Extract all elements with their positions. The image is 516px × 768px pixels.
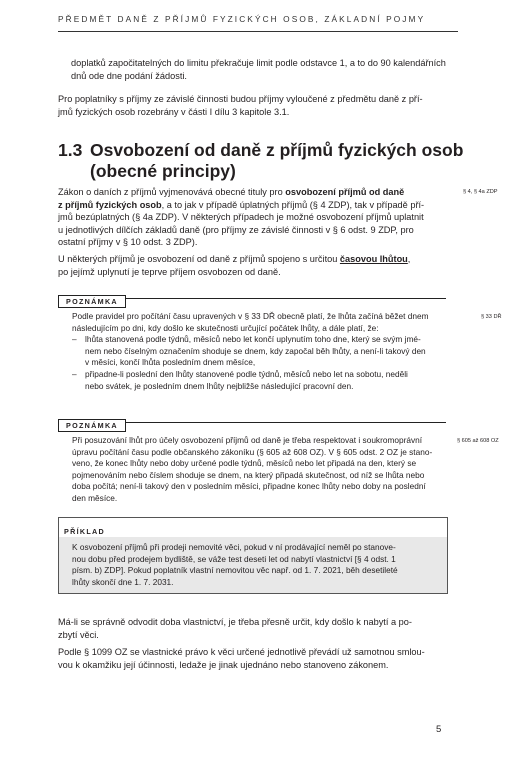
body-paragraph-2	[58, 253, 458, 278]
intro-paragraph-line-1: Pro poplatníky s příjmy ze závislé činnosti budou příjmy vyloučené z předmětu daně z pří-	[58, 94, 423, 104]
header-rule	[58, 31, 458, 32]
body1-line-3: jmů bezúplatných (§ 4a ZDP). V některých případech je možné osvobození příjmů uplatnit	[58, 212, 424, 223]
running-header: PŘEDMĚT DANĚ Z PŘÍJMŮ FYZICKÝCH OSOB, ZÁKLADNÍ POJMY	[58, 14, 426, 24]
note-1-bullet-2	[72, 369, 454, 392]
note-2-line-4: pojmenováním nebo číslem shoduje se dnem, na který připadá skutečnost, od níž se lhůta nebo	[72, 469, 425, 480]
body2-punct: ,	[407, 254, 411, 264]
example-line-1: K osvobození příjmů při prodeji nemovité věci, pokud v ní prodávající neměl po stanove-	[72, 542, 396, 552]
margin-note-ref-4: § 4, § 4a ZDP	[463, 189, 498, 195]
body1-emphasis-2: z příjmů fyzických osob	[58, 199, 162, 210]
body1-text: Zákon o daních z příjmů vyjmenovává obecné tituly pro	[58, 187, 286, 197]
note-2-label: POZNÁMKA	[58, 419, 126, 432]
example-line-2: nou dobu před prodejem bydliště, se váže test deseti let od nabytí vlastnictví [§ 4 odst. 1	[72, 553, 396, 564]
section-title-line-1: Osvobození od daně z příjmů fyzických osob	[90, 140, 464, 160]
body3-line-1: Má-li se správně odvodit doba vlastnictví, je třeba přesně určit, kdy došlo k nabytí a po-	[58, 617, 412, 627]
body2-emphasis: časovou lhůtou	[339, 254, 408, 264]
note-1-bullet-2-line-1: připadne-li poslední den lhůty stanovené podle týdnů, měsíců nebo let na sobotu, neděli	[85, 368, 408, 379]
note-2-line-2: úpravu počítání času podle občanského zákoníku (§ 605 až 608 OZ). V § 605 odst. 2 OZ je stano-	[72, 446, 433, 457]
intro-paragraph	[58, 93, 458, 118]
body-paragraph-4	[58, 646, 458, 671]
body-paragraph-3	[58, 616, 458, 641]
intro-paragraph-line-2: jmů fyzických osob rozebrány v části I dílu 3 kapitole 3.1.	[58, 106, 290, 117]
dash-icon: –	[72, 368, 77, 379]
section-heading	[58, 140, 463, 182]
intro-continuation-line-2: dnů ode dne podání žádosti.	[71, 70, 187, 81]
margin-note-ref-33: § 33 DŘ	[481, 314, 502, 320]
note-2-line-1: Při posuzování lhůt pro účely osvobození příjmů od daně je třeba respektovat i soukromoprávní	[72, 435, 423, 445]
dash-icon: –	[72, 334, 77, 345]
example-line-4: lhůty skončí dne 1. 7. 2031.	[72, 576, 174, 587]
intro-continuation-line-1: doplatků započitatelných do limitu překračuje limit podle odstavce 1, a to do 90 kalendářních	[71, 58, 446, 68]
intro-continuation	[58, 57, 458, 82]
example-line-3: písm. b) ZDP]. Pokud poplatník vlastní nemovitou věc např. od 1. 7. 2021, běh desetileté	[72, 565, 398, 576]
body2-line-2: po jejímž uplynutí je teprve příjem osvobozen od daně.	[58, 266, 281, 277]
body1-emphasis: osvobození příjmů od daně	[285, 187, 405, 197]
note-1-bullet-1-line-2: nem nebo číselným označením shoduje se dnem, kdy započal běh lhůty, a není-li takový den	[85, 345, 426, 356]
body1-line-5: ostatní příjmy v § 10 odst. 3 ZDP).	[58, 237, 198, 248]
note-1-bullet-1-line-1: lhůta stanovená podle týdnů, měsíců nebo let končí uplynutím toho dne, který se svým jmé-	[85, 334, 421, 345]
section-title-line-2: (obecné principy)	[90, 161, 236, 181]
note-1-bullet-1	[72, 334, 454, 369]
note-1-line-2: následujícím po dni, kdy došlo ke skutečnosti určující počátek lhůty, a dále platí, že:	[72, 322, 379, 333]
margin-note-ref-605: § 605 až 608 OZ	[457, 438, 499, 444]
note-1-bullet-2-line-2: nebo svátek, je posledním dnem lhůty nejbližše následující pracovní den.	[85, 380, 354, 391]
example-body	[72, 542, 438, 588]
body1-text-2: , a to jak v případě úplatných příjmů (§ 4 ZDP), tak v případě pří-	[161, 199, 425, 210]
note-2-line-5: doba počítá; není-li takový den v posledním měsíci, připadne konec lhůty nebo doby na poslední	[72, 481, 426, 492]
note-2-line-3: veno, že konec lhůty nebo doby určené podle týdnů, měsíců nebo let připadá na den, který se	[72, 458, 417, 469]
note-1-bullet-1-line-3: v měsíci, končí lhůta posledním dnem měsíce,	[85, 357, 256, 368]
note-1-label-wrap	[58, 291, 126, 309]
body4-line-1: Podle § 1099 OZ se vlastnické právo k věci určené jednotlivě převádí už samotnou smlou-	[58, 647, 425, 657]
example-header	[58, 517, 448, 538]
body1-line-4: u jednotlivých dílčích základů daně (pro příjmy ze závislé činnosti v § 6 odst. 9 ZDP, pro	[58, 224, 414, 235]
body4-line-2: vou k okamžiku její účinnosti, ledaže je jinak ujednáno nebo stanoveno zákonem.	[58, 659, 389, 670]
note-2-line-6: den měsíce.	[72, 492, 118, 503]
page-number: 5	[436, 724, 442, 735]
note-2-body	[72, 435, 454, 505]
body-paragraph-1	[58, 186, 458, 249]
body3-line-2: zbytí věci.	[58, 629, 99, 640]
note-1-label: POZNÁMKA	[58, 295, 126, 308]
section-number: 1.3	[58, 140, 83, 160]
note-1-line-1: Podle pravidel pro počítání času upravených v § 33 DŘ obecně platí, že lhůta začíná běžet dnem	[72, 311, 429, 321]
example-label: PŘÍKLAD	[64, 527, 106, 536]
note-2-label-wrap	[58, 415, 126, 433]
note-1-body	[72, 311, 454, 392]
body2-text: U některých příjmů je osvobození od daně z příjmů spojeno s určitou	[58, 254, 340, 264]
